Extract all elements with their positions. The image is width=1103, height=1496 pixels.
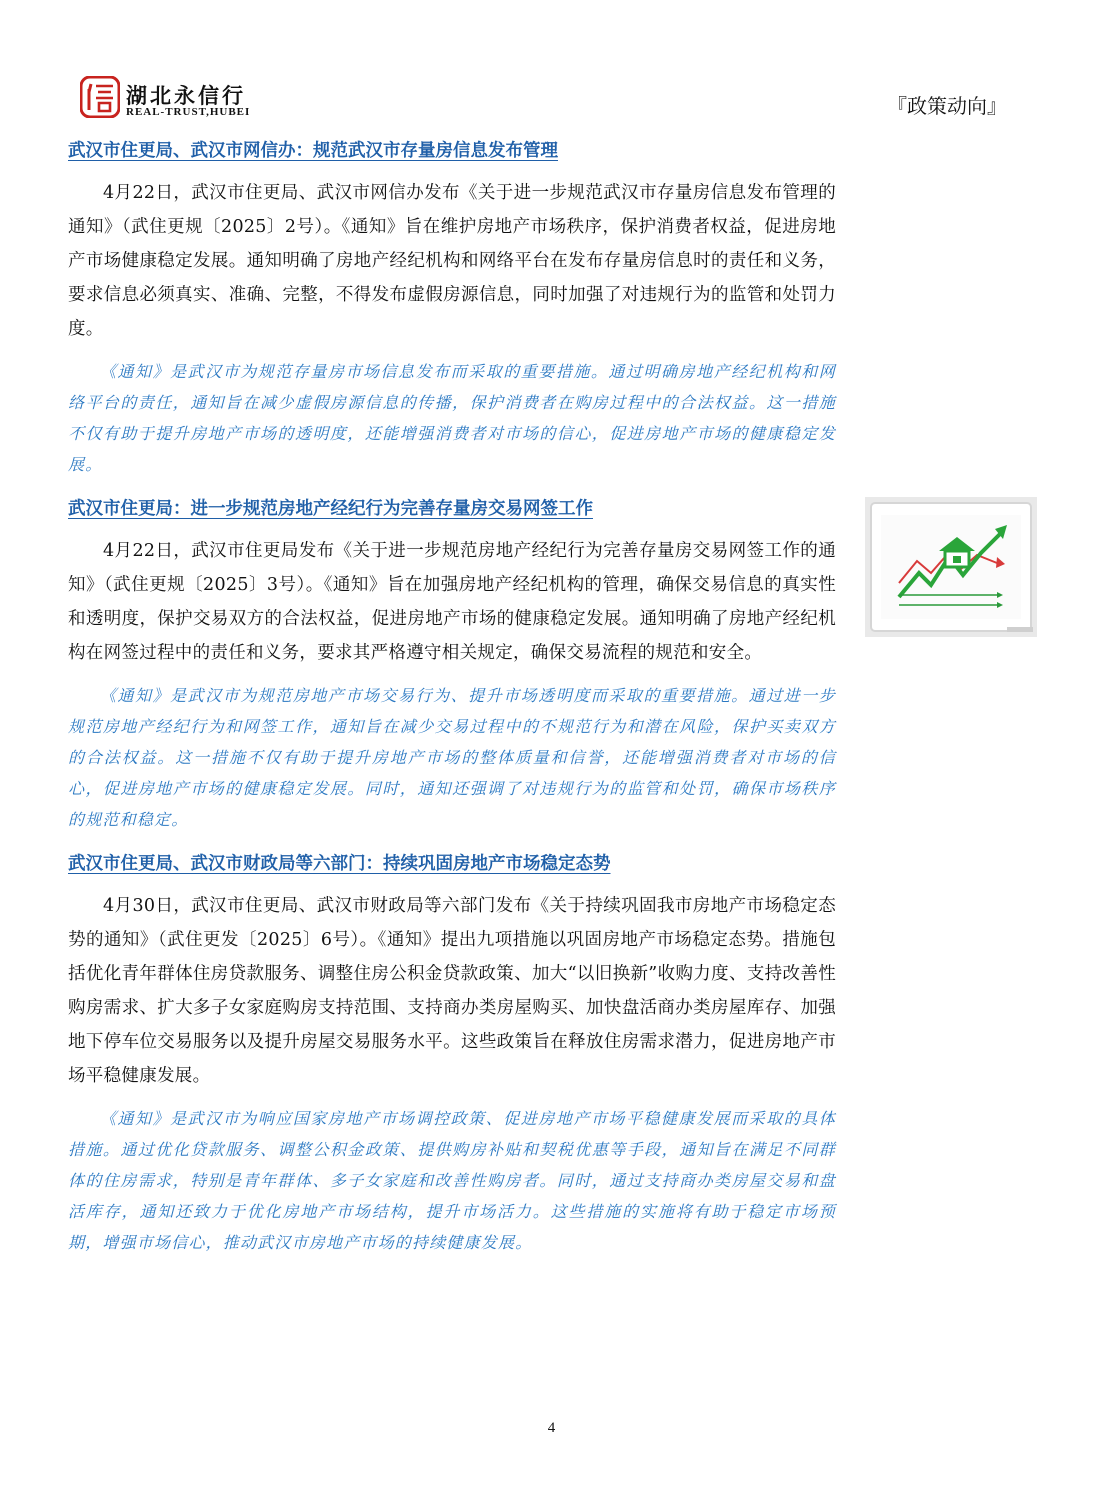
article-3-heading: 武汉市住更局、武汉市财政局等六部门：持续巩固房地产市场稳定态势 xyxy=(68,854,611,874)
logo-seal-icon xyxy=(80,76,120,118)
article-2-heading: 武汉市住更局：进一步规范房地产经纪行为完善存量房交易网签工作 xyxy=(68,499,593,519)
logo-chinese-name: 湖北永信行 xyxy=(126,84,246,108)
article-2-comment: 《通知》是武汉市为规范房地产市场交易行为、提升市场透明度而采取的重要措施。通过进一步规范房地产经纪行为和网签工作，通知旨在减少交易过程中的不规范行为和潜在风险，保护买卖双方的合法权益。这一措施不仅有助于提升房地产市场的整体质量和信誉，还能增强消费者对市场的信心，促进房地产市场的健康稳定发展。同时，通知还强调了对违规行为的监管和处罚，确保市场秩序的规范和稳定。 xyxy=(68,686,836,829)
document-body xyxy=(68,136,836,1258)
article-1-heading: 武汉市住更局、武汉市网信办：规范武汉市存量房信息发布管理 xyxy=(68,141,558,161)
house-growth-chart-icon xyxy=(865,497,1037,637)
article-2-body: 4月22日，武汉市住更局发布《关于进一步规范房地产经纪行为完善存量房交易网签工作的通知》（武住更规〔2025〕3号）。《通知》旨在加强房地产经纪机构的管理，确保交易信息的真实性和透明度，保护交易双方的合法权益，促进房地产市场的健康稳定发展。通知明确了房地产经纪机构在网签过程中的责任和义务，要求其严格遵守相关规定，确保交易流程的规范和安全。 xyxy=(68,541,836,663)
company-logo xyxy=(80,76,290,122)
article-3-body: 4月30日，武汉市住更局、武汉市财政局等六部门发布《关于持续巩固我市房地产市场稳定态势的通知》（武住更发〔2025〕6号）。《通知》提出九项措施以巩固房地产市场稳定态势。措施包括优化青年群体住房贷款服务、调整住房公积金贷款政策、加大“以旧换新”收购力度、支持改善性购房需求、扩大多子女家庭购房支持范围、支持商办类房屋购买、加快盘活商办类房屋库存、加强地下停车位交易服务以及提升房屋交易服务水平。这些政策旨在释放住房需求潜力，促进房地产市场平稳健康发展。 xyxy=(68,896,836,1086)
article-1-comment: 《通知》是武汉市为规范存量房市场信息发布而采取的重要措施。通过明确房地产经纪机构和网络平台的责任，通知旨在减少虚假房源信息的传播，保护消费者在购房过程中的合法权益。这一措施不仅有助于提升房地产市场的透明度，还能增强消费者对市场的信心，促进房地产市场的健康稳定发展。 xyxy=(68,362,836,474)
section-label: 『政策动向』 xyxy=(887,94,1007,118)
page-number: 4 xyxy=(547,1420,556,1436)
article-1-body: 4月22日，武汉市住更局、武汉市网信办发布《关于进一步规范武汉市存量房信息发布管理的通知》（武住更规〔2025〕2号）。《通知》旨在维护房地产市场秩序，保护消费者权益，促进房地产市场健康稳定发展。通知明确了房地产经纪机构和网络平台在发布存量房信息时的责任和义务，要求信息必须真实、准确、完整，不得发布虚假房源信息，同时加强了对违规行为的监管和处罚力度。 xyxy=(68,183,836,339)
article-3-comment: 《通知》是武汉市为响应国家房地产市场调控政策、促进房地产市场平稳健康发展而采取的具体措施。通过优化贷款服务、调整公积金政策、提供购房补贴和契税优惠等手段，通知旨在满足不同群体的住房需求，特别是青年群体、多子女家庭和改善性购房者。同时，通过支持商办类房屋交易和盘活库存，通知还致力于优化房地产市场结构，提升市场活力。这些措施的实施将有助于稳定市场预期，增强市场信心，推动武汉市房地产市场的持续健康发展。 xyxy=(68,1109,836,1252)
logo-english-name: REAL-TRUST,HUBEI xyxy=(126,106,251,118)
